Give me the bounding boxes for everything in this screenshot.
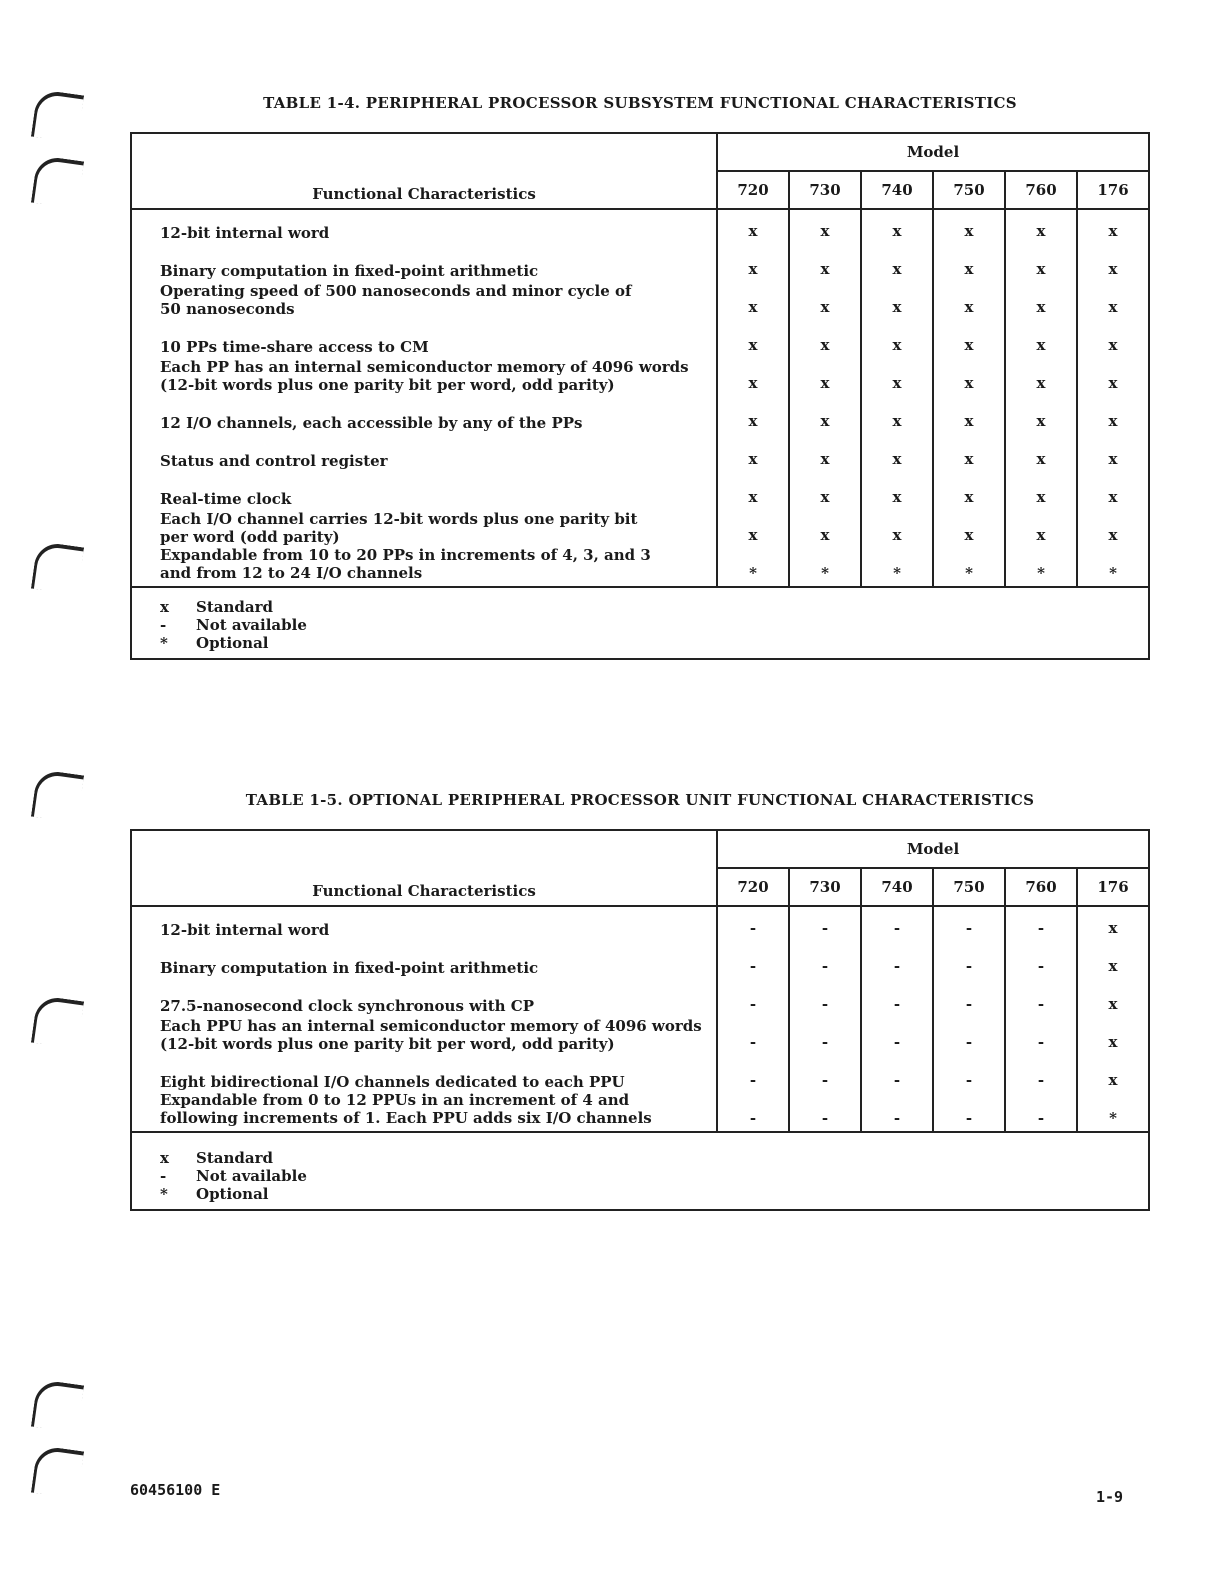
availability-mark: x [717,432,789,470]
characteristic-text: Each PP has an internal semiconductor memory of 4096 words [160,358,689,376]
characteristic-cell [131,939,717,977]
header-model-number: 730 [789,171,861,209]
availability-mark: - [1005,1015,1077,1053]
availability-mark: x [1005,209,1077,242]
characteristic-cell [131,432,717,470]
characteristic-text: 12-bit internal word [160,224,330,242]
availability-mark: x [933,356,1005,394]
legend [131,1132,1149,1210]
availability-mark: - [861,939,933,977]
characteristic-cell [131,977,717,1015]
availability-mark: x [717,318,789,356]
table-row [131,1091,1149,1132]
availability-mark: - [861,977,933,1015]
characteristic-text: Each I/O channel carries 12-bit words plus one parity bit [160,510,638,528]
availability-mark: - [789,977,861,1015]
table-row [131,546,1149,587]
availability-mark: x [1077,1015,1149,1053]
characteristic-cell [131,906,717,939]
availability-mark: x [1005,394,1077,432]
availability-mark: x [1077,394,1149,432]
availability-mark: x [1077,242,1149,280]
characteristic-cell [131,280,717,318]
table-row [131,508,1149,546]
availability-mark: x [1077,432,1149,470]
table-row [131,906,1149,939]
availability-mark: - [1005,1091,1077,1132]
legend-label: Not available [196,1167,307,1185]
availability-mark: x [861,242,933,280]
table-row [131,1015,1149,1053]
availability-mark: - [717,939,789,977]
header-model-number: 740 [861,171,933,209]
availability-mark: x [1077,356,1149,394]
table-row [131,356,1149,394]
table-1-4 [130,132,1150,660]
header-model-number: 760 [1005,868,1077,906]
table-1-5-title: TABLE 1-5. OPTIONAL PERIPHERAL PROCESSOR UNIT FUNCTIONAL CHARACTERISTICS [245,791,1035,809]
legend-symbol: * [160,634,168,652]
table-row [131,280,1149,318]
availability-mark: x [1077,939,1149,977]
page-number: 1-9 [1096,1488,1124,1506]
availability-mark: * [717,546,789,587]
characteristic-text: Expandable from 0 to 12 PPUs in an increment of 4 and [160,1091,630,1109]
availability-mark: x [861,508,933,546]
legend-item [160,634,1148,652]
availability-mark: x [1077,1053,1149,1091]
availability-mark: - [789,1091,861,1132]
table-row [131,318,1149,356]
availability-mark: x [717,394,789,432]
availability-mark: - [717,977,789,1015]
availability-mark: x [861,356,933,394]
availability-mark: - [789,1015,861,1053]
characteristic-text: per word (odd parity) [160,528,340,546]
availability-mark: x [1005,432,1077,470]
availability-mark: - [1005,939,1077,977]
table-row [131,939,1149,977]
availability-mark: - [717,1053,789,1091]
characteristic-cell [131,318,717,356]
availability-mark: x [789,209,861,242]
availability-mark: x [933,508,1005,546]
availability-mark: x [933,394,1005,432]
availability-mark: x [789,318,861,356]
availability-mark: x [717,209,789,242]
availability-mark: - [1005,1053,1077,1091]
availability-mark: * [1077,1091,1149,1132]
availability-mark: x [1005,508,1077,546]
characteristic-cell [131,1053,717,1091]
document-number: 60456100 E [130,1481,221,1499]
characteristic-text: and from 12 to 24 I/O channels [160,564,423,582]
availability-mark: x [1005,318,1077,356]
header-model-number: 176 [1077,171,1149,209]
availability-mark: - [933,977,1005,1015]
characteristic-text: Real-time clock [160,490,292,508]
legend [131,587,1149,659]
availability-mark: - [933,1091,1005,1132]
availability-mark: - [789,939,861,977]
legend-symbol: - [160,1167,167,1185]
binder-hole-mark [31,769,84,823]
binder-hole-mark [31,541,84,595]
availability-mark: x [933,209,1005,242]
characteristic-text: 12 I/O channels, each accessible by any of the PPs [160,414,583,432]
binder-hole-mark [31,1379,84,1433]
characteristic-text: Each PPU has an internal semiconductor memory of 4096 words [160,1017,702,1035]
legend-item [160,1149,1148,1167]
header-model-number: 740 [861,868,933,906]
availability-mark: x [933,318,1005,356]
table-row [131,977,1149,1015]
characteristic-text: following increments of 1. Each PPU adds six I/O channels [160,1109,652,1127]
characteristic-cell [131,470,717,508]
availability-mark: x [1077,508,1149,546]
characteristic-cell [131,1015,717,1053]
legend-label: Optional [196,1185,269,1203]
characteristic-cell [131,356,717,394]
table-1-5 [130,829,1150,1211]
table-row [131,394,1149,432]
characteristic-text: 12-bit internal word [160,921,330,939]
availability-mark: x [789,470,861,508]
header-model-number: 176 [1077,868,1149,906]
availability-mark: - [1005,977,1077,1015]
availability-mark: x [1005,356,1077,394]
availability-mark: - [1005,906,1077,939]
availability-mark: x [861,318,933,356]
characteristic-cell [131,508,717,546]
availability-mark: x [861,209,933,242]
characteristic-text: 10 PPs time-share access to CM [160,338,429,356]
availability-mark: x [789,508,861,546]
characteristic-text: (12-bit words plus one parity bit per word, odd parity) [160,1035,615,1053]
availability-mark: - [933,1053,1005,1091]
availability-mark: x [1005,280,1077,318]
legend-item [160,598,1148,616]
availability-mark: x [717,242,789,280]
binder-hole-mark [31,89,84,143]
binder-hole-mark [31,155,84,209]
table-row [131,242,1149,280]
availability-mark: - [933,1015,1005,1053]
availability-mark: - [861,1091,933,1132]
header-model-number: 730 [789,868,861,906]
header-functional-characteristics: Functional Characteristics [131,133,717,209]
availability-mark: * [861,546,933,587]
availability-mark: x [1077,318,1149,356]
characteristic-text: Eight bidirectional I/O channels dedicated to each PPU [160,1073,625,1091]
availability-mark: * [789,546,861,587]
binder-hole-mark [31,995,84,1049]
availability-mark: x [861,394,933,432]
characteristic-text: 27.5-nanosecond clock synchronous with CP [160,997,535,1015]
availability-mark: x [789,356,861,394]
header-functional-characteristics: Functional Characteristics [131,830,717,906]
availability-mark: - [933,939,1005,977]
legend-label: Standard [196,1149,273,1167]
characteristic-text: Status and control register [160,452,388,470]
availability-mark: - [861,1053,933,1091]
availability-mark: - [717,906,789,939]
characteristic-text: Operating speed of 500 nanoseconds and minor cycle of [160,282,632,300]
availability-mark: x [1077,977,1149,1015]
characteristic-text: 50 nanoseconds [160,300,295,318]
characteristic-cell [131,1091,717,1132]
availability-mark: x [933,280,1005,318]
availability-mark: * [1005,546,1077,587]
availability-mark: x [717,470,789,508]
characteristic-cell [131,209,717,242]
characteristic-cell [131,242,717,280]
availability-mark: - [933,906,1005,939]
legend-label: Standard [196,598,273,616]
availability-mark: x [1077,470,1149,508]
availability-mark: x [789,280,861,318]
characteristic-text: Binary computation in fixed-point arithmetic [160,959,539,977]
availability-mark: x [789,394,861,432]
availability-mark: x [1077,906,1149,939]
availability-mark: - [717,1015,789,1053]
availability-mark: - [789,906,861,939]
availability-mark: x [1077,209,1149,242]
availability-mark: x [789,432,861,470]
availability-mark: x [933,242,1005,280]
availability-mark: - [717,1091,789,1132]
legend-label: Optional [196,634,269,652]
legend-item [160,1185,1148,1203]
header-model-number: 720 [717,171,789,209]
header-model-number: 750 [933,171,1005,209]
legend-symbol: - [160,616,167,634]
table-row [131,470,1149,508]
availability-mark: * [1077,546,1149,587]
header-model: Model [717,830,1149,868]
availability-mark: x [789,242,861,280]
table-row [131,432,1149,470]
availability-mark: x [1077,280,1149,318]
header-model-number: 750 [933,868,1005,906]
availability-mark: x [717,356,789,394]
availability-mark: x [1005,470,1077,508]
availability-mark: x [861,432,933,470]
binder-hole-mark [31,1445,84,1499]
availability-mark: - [861,906,933,939]
characteristic-text: Expandable from 10 to 20 PPs in increments of 4, 3, and 3 [160,546,651,564]
header-model-number: 760 [1005,171,1077,209]
availability-mark: x [717,508,789,546]
table-1-4-title: TABLE 1-4. PERIPHERAL PROCESSOR SUBSYSTEM FUNCTIONAL CHARACTERISTICS [263,94,1017,112]
table-row [131,1053,1149,1091]
availability-mark: x [933,470,1005,508]
availability-mark: x [861,470,933,508]
table-row [131,209,1149,242]
characteristic-cell [131,394,717,432]
header-model: Model [717,133,1149,171]
characteristic-cell [131,546,717,587]
availability-mark: x [861,280,933,318]
characteristic-text: (12-bit words plus one parity bit per word, odd parity) [160,376,615,394]
legend-symbol: * [160,1185,168,1203]
characteristic-text: Binary computation in fixed-point arithmetic [160,262,539,280]
availability-mark: * [933,546,1005,587]
availability-mark: x [717,280,789,318]
availability-mark: x [1005,242,1077,280]
availability-mark: - [861,1015,933,1053]
legend-item [160,1167,1148,1185]
legend-symbol: x [160,1149,169,1167]
header-model-number: 720 [717,868,789,906]
legend-symbol: x [160,598,169,616]
availability-mark: x [933,432,1005,470]
availability-mark: - [789,1053,861,1091]
legend-item [160,616,1148,634]
legend-label: Not available [196,616,307,634]
